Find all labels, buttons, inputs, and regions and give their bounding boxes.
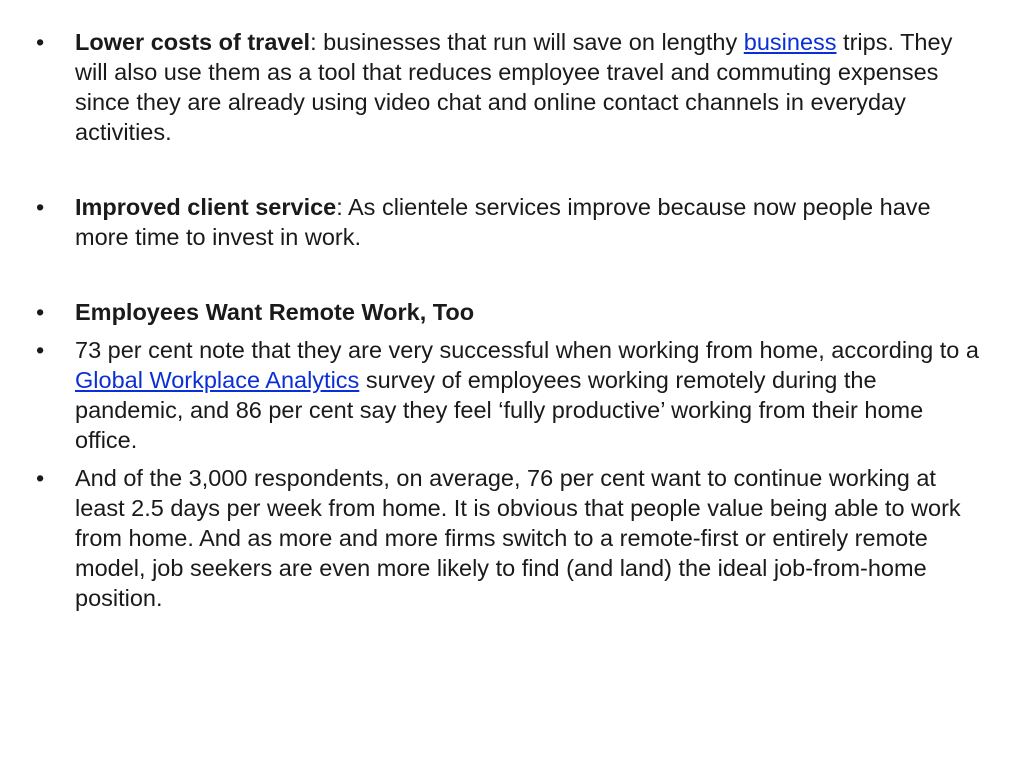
bullet-survey-results <box>36 335 984 455</box>
bullet-dot: • <box>36 194 45 220</box>
bullet-heading: Lower costs of travel <box>75 29 311 55</box>
bullet-heading: Improved client service <box>75 194 337 220</box>
bullet-text: survey of employees working remotely during the pandemic, and 86 per cent say they feel ‘fully productive’ working from their home office. <box>75 367 924 453</box>
bullet-text: trips. They will also use them as a tool that reduces employee travel and commuting expenses since they are already using video chat and online contact channels in everyday activities. <box>75 29 953 145</box>
bullet-employees-want-remote-work <box>36 297 984 327</box>
bullet-text: And of the 3,000 respondents, on average, 76 per cent want to continue working at least 2.5 days per week from home. It is obvious that people value being able to work from home. And as more and more firms switch to a remote-first or entirely remote model, job seekers are even more likely to find (and land) the ideal job-from-home position. <box>75 465 961 611</box>
bullet-text: : As clientele services improve because now people have more time to invest in work. <box>75 194 931 250</box>
bullet-text: : businesses that run will save on lengthy <box>310 29 744 55</box>
bullet-heading: Employees Want Remote Work, Too <box>75 299 475 325</box>
business-link[interactable]: business <box>743 29 837 55</box>
bullet-dot: • <box>36 299 45 325</box>
bullet-respondents <box>36 463 984 613</box>
bullet-improved-client-service <box>36 192 984 252</box>
bullet-dot: • <box>36 337 45 363</box>
bullet-dot: • <box>36 465 45 491</box>
bullet-text: 73 per cent note that they are very successful when working from home, according to a <box>75 337 979 363</box>
bullet-list <box>36 27 984 613</box>
bullet-lower-costs-of-travel <box>36 27 984 147</box>
bullet-dot: • <box>36 29 45 55</box>
global-workplace-analytics-link[interactable]: Global Workplace Analytics <box>75 367 360 393</box>
